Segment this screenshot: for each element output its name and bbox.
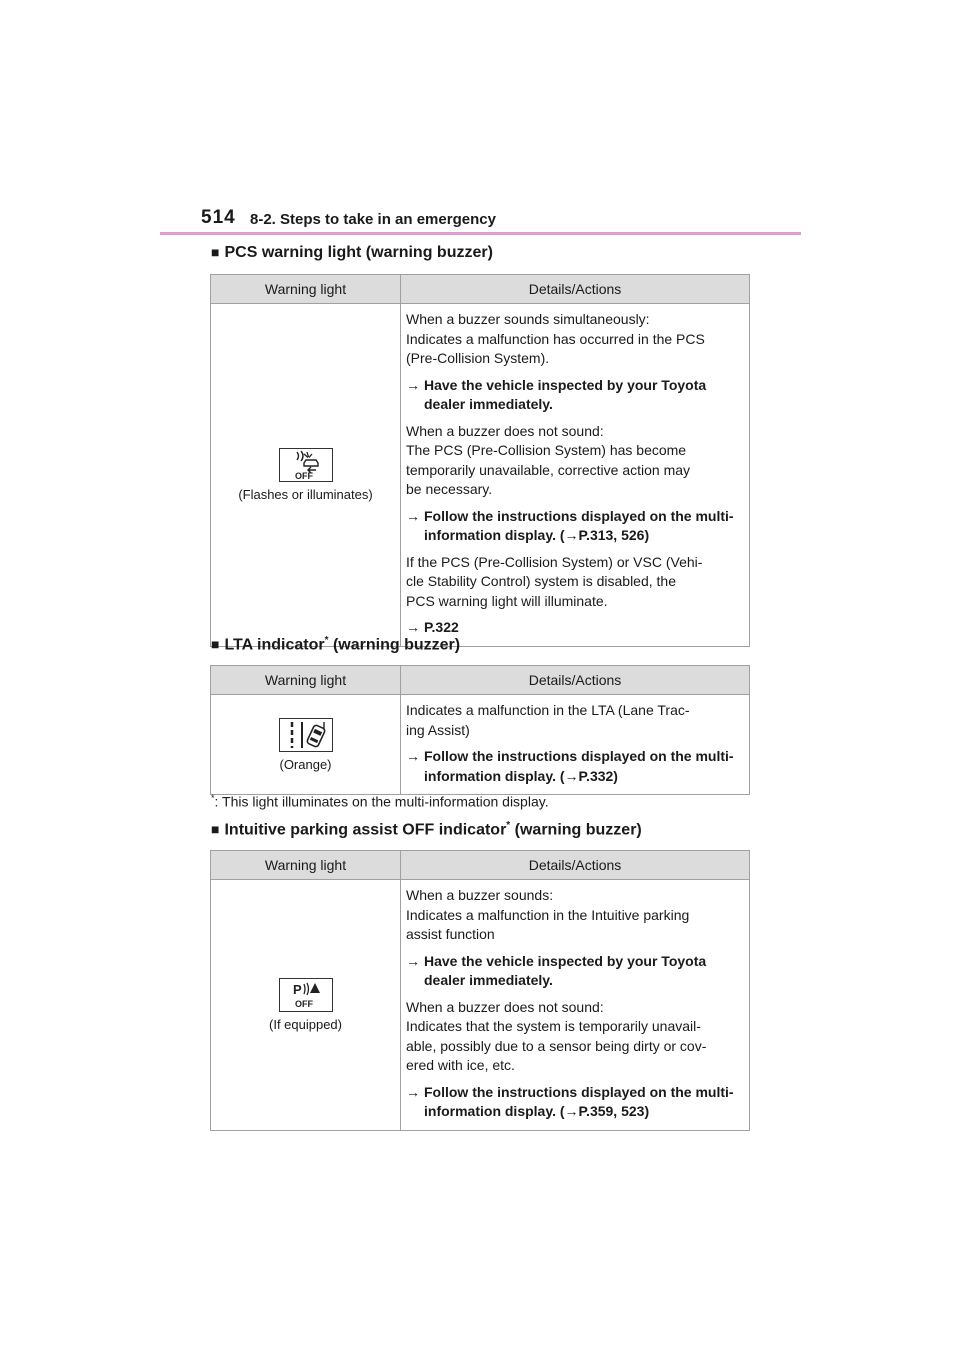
col-header-warning-light: Warning light: [211, 851, 401, 880]
parking-assist-details-text: When a buzzer sounds: Indicates a malfunction in the Intuitive parking assist function: [406, 887, 690, 942]
header-divider: [160, 232, 801, 235]
section-title: 8-2. Steps to take in an emergency: [250, 211, 496, 228]
parking-assist-details-text: When a buzzer does not sound: Indicates that the system is temporarily unavail- able, possibly due to a sensor being dirty or cov- ered with ice, etc.: [406, 998, 707, 1073]
col-header-details: Details/Actions: [401, 851, 750, 880]
parking-assist-warning-table: [210, 850, 750, 1131]
pcs-action: → Have the vehicle inspected by your Toyota dealer immediately.: [406, 376, 707, 412]
square-bullet-icon: ■: [211, 821, 220, 838]
pcs-action: → Follow the instructions displayed on the multi-information display. (→P.313, 526): [406, 507, 734, 543]
parking-assist-action: → Follow the instructions displayed on the multi-information display. (→P.359, 523): [406, 1083, 734, 1119]
lta-light-cell: [211, 695, 401, 795]
footnote-mark: *: [211, 793, 215, 803]
footnote-mark: *: [324, 635, 329, 646]
footnote: *: This light illuminates on the multi-information display.: [211, 793, 549, 810]
pcs-heading-text: PCS warning light (warning buzzer): [224, 244, 493, 261]
square-bullet-icon: ■: [211, 244, 220, 260]
parking-assist-heading: ■ Intuitive parking assist OFF indicator* (warning buzzer): [211, 820, 642, 839]
arrow-icon: →: [406, 619, 420, 635]
lta-indicator-icon: [279, 718, 333, 752]
svg-text:P: P: [292, 981, 302, 997]
parking-assist-heading-text: Intuitive parking assist OFF indicator: [224, 821, 507, 839]
arrow-icon: →: [406, 748, 420, 764]
arrow-icon: →: [406, 376, 420, 393]
arrow-icon: →: [406, 507, 420, 524]
pcs-heading: [211, 244, 493, 262]
parking-assist-details-cell: [401, 880, 750, 1131]
lta-heading-text: LTA indicator: [224, 636, 325, 654]
parking-assist-off-icon: [279, 978, 333, 1012]
svg-text:OFF: OFF: [294, 998, 313, 1009]
lta-action: → Follow the instructions displayed on the multi-information display. (→P.332): [406, 748, 734, 784]
col-header-details: Details/Actions: [401, 666, 750, 695]
lta-light-caption: (Orange): [279, 756, 332, 772]
arrow-icon: →: [406, 1083, 420, 1100]
parking-assist-light-caption: (If equipped): [269, 1016, 342, 1032]
lta-heading: ■ LTA indicator* (warning buzzer): [211, 635, 461, 654]
lta-details-text: Indicates a malfunction in the LTA (Lane Trac- ing Assist): [406, 702, 690, 738]
footnote-mark: *: [506, 820, 511, 831]
lta-details-cell: [401, 695, 750, 795]
col-header-warning-light: Warning light: [211, 275, 401, 304]
page-number: 514: [201, 207, 236, 228]
pcs-details-text: If the PCS (Pre-Collision System) or VSC (Vehi- cle Stability Control) system is disabled, the PCS warning light will illuminate.: [406, 553, 703, 609]
parking-assist-light-cell: [211, 880, 401, 1131]
square-bullet-icon: ■: [211, 636, 220, 653]
pcs-details-text: When a buzzer sounds simultaneously: Indicates a malfunction has occurred in the PCS (Pre-Collision System).: [406, 311, 705, 366]
pcs-light-cell: [211, 304, 401, 647]
col-header-details: Details/Actions: [401, 275, 750, 304]
pcs-warning-table: [210, 274, 750, 647]
pcs-off-icon: [279, 448, 333, 482]
arrow-icon: →: [406, 952, 420, 969]
col-header-warning-light: Warning light: [211, 666, 401, 695]
pcs-action: → P.322: [406, 618, 744, 638]
svg-text:OFF: OFF: [294, 470, 313, 481]
pcs-light-caption: (Flashes or illuminates): [238, 486, 373, 502]
pcs-details-cell: [401, 304, 750, 647]
parking-assist-action: → Have the vehicle inspected by your Toyota dealer immediately.: [406, 952, 707, 988]
lta-warning-table: [210, 665, 750, 795]
pcs-details-text: When a buzzer does not sound: The PCS (Pre-Collision System) has become temporarily unavailable, corrective action may be necessary.: [406, 422, 691, 497]
